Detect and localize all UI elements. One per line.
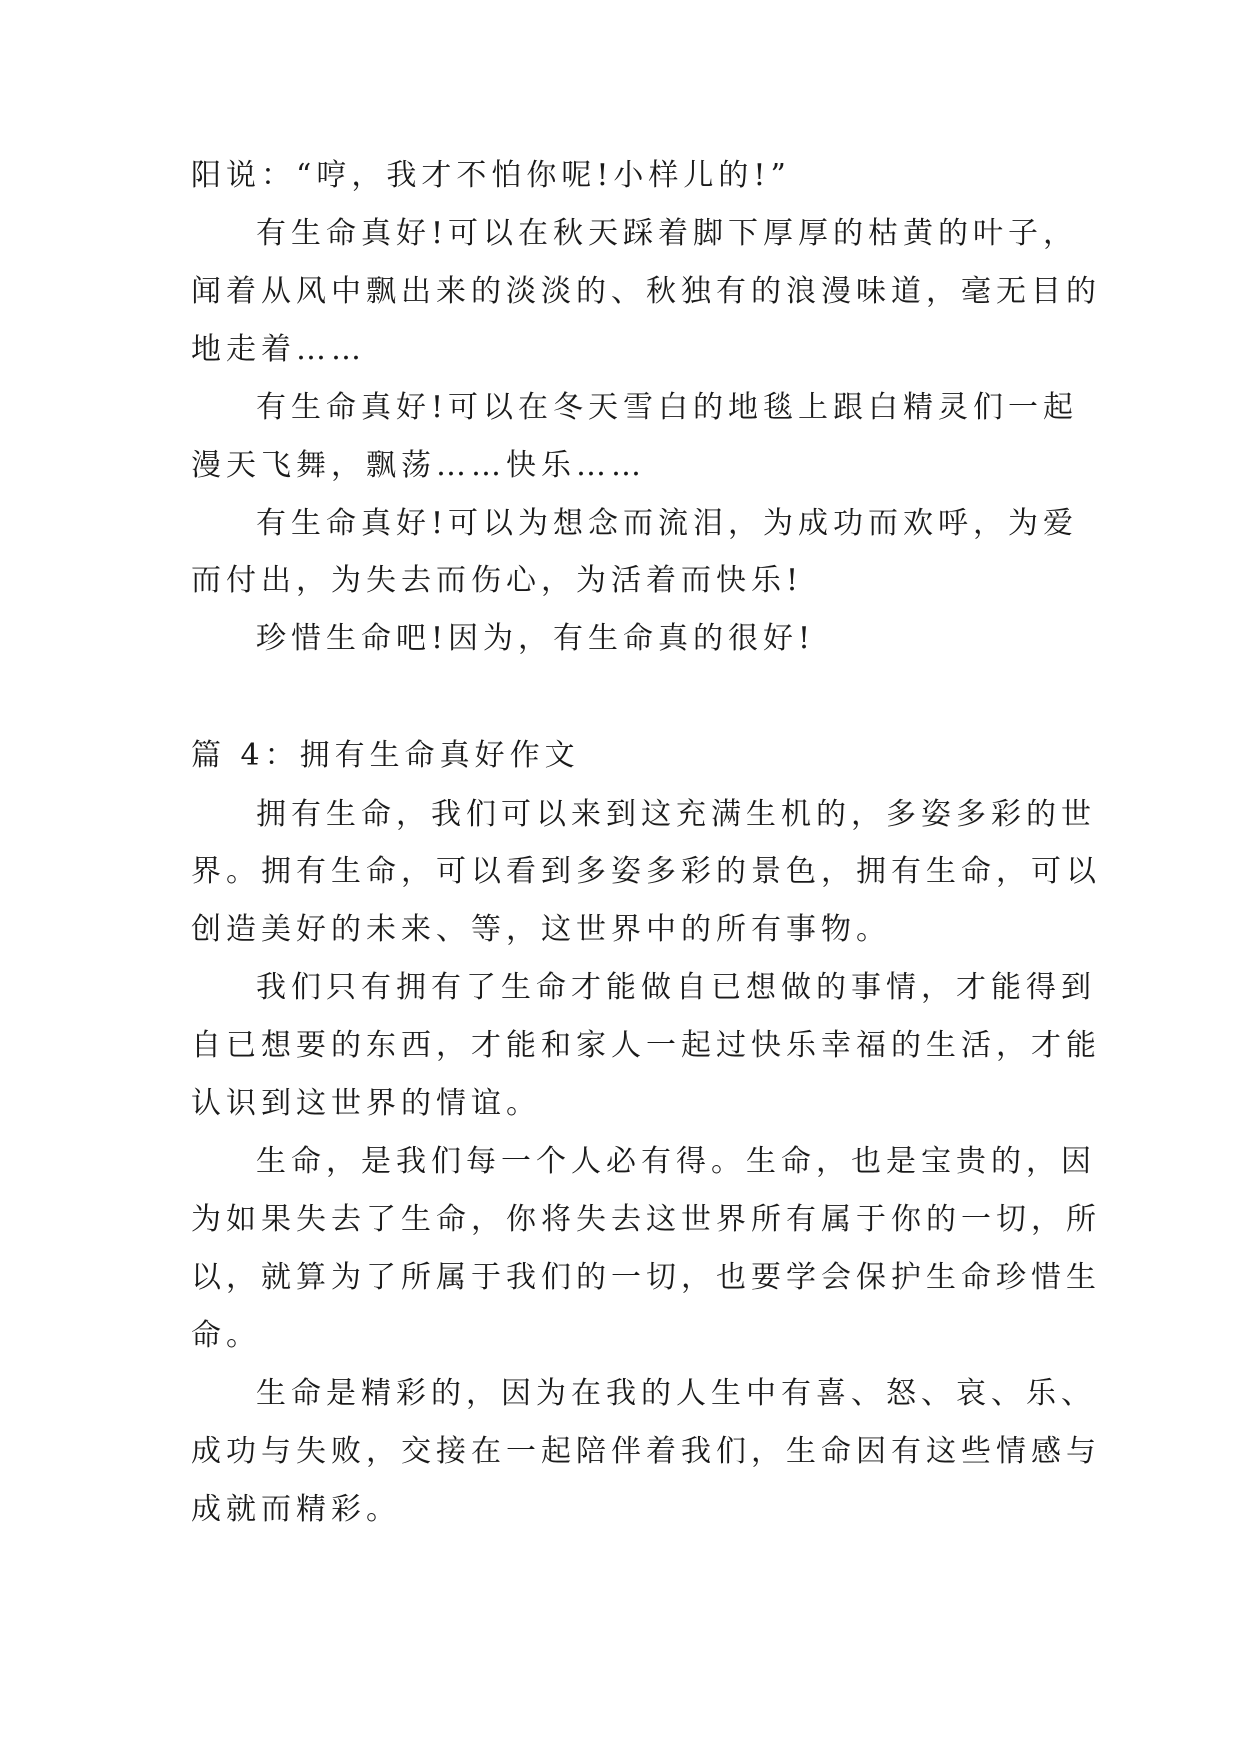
text-line: 有生命真好!可以在秋天踩着脚下厚厚的枯黄的叶子，: [256, 216, 1079, 251]
text-line: 而付出，为失去而伤心，为活着而快乐!: [191, 563, 804, 598]
text-line: 为如果失去了生命，你将失去这世界所有属于你的一切，所: [191, 1202, 1101, 1237]
text-line: 界。拥有生命，可以看到多姿多彩的景色，拥有生命，可以: [191, 854, 1101, 889]
text-line: 认识到这世界的情谊。: [191, 1086, 541, 1121]
text-line: 创造美好的未来、等，这世界中的所有事物。: [191, 912, 891, 947]
text-line: 闻着从风中飘出来的淡淡的、秋独有的浪漫味道，毫无目的: [191, 274, 1101, 309]
text-line: 漫天飞舞，飘荡……快乐……: [191, 448, 646, 483]
text-line: 生命是精彩的，因为在我的人生中有喜、怒、哀、乐、: [256, 1376, 1096, 1411]
text-line: 有生命真好!可以在冬天雪白的地毯上跟白精灵们一起: [256, 390, 1079, 425]
text-line: 命。: [191, 1318, 261, 1353]
text-line: 成功与失败，交接在一起陪伴着我们，生命因有这些情感与: [191, 1434, 1101, 1469]
text-line: 我们只有拥有了生命才能做自已想做的事情，才能得到: [256, 970, 1096, 1005]
text-line: 珍惜生命吧!因为，有生命真的很好!: [256, 621, 816, 656]
text-line: 生命，是我们每一个人必有得。生命，也是宝贵的，因: [256, 1144, 1096, 1179]
text-line: 有生命真好!可以为想念而流泪，为成功而欢呼，为爱: [256, 506, 1079, 541]
text-line: 地走着……: [191, 332, 366, 367]
text-line: 阳说：“哼，我才不怕你呢!小样儿的!”: [191, 158, 791, 193]
text-line: 自已想要的东西，才能和家人一起过快乐幸福的生活，才能: [191, 1028, 1101, 1063]
section-heading: 篇 4：拥有生命真好作文: [191, 738, 580, 773]
text-line: 以，就算为了所属于我们的一切，也要学会保护生命珍惜生: [191, 1260, 1101, 1295]
text-line: 成就而精彩。: [191, 1492, 401, 1527]
text-line: 拥有生命，我们可以来到这充满生机的，多姿多彩的世: [256, 797, 1096, 832]
